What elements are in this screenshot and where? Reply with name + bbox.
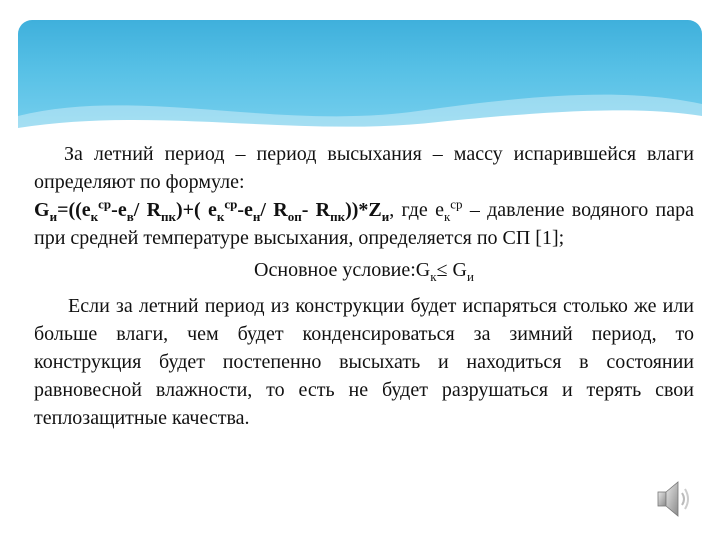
formula-where: , где e: [389, 199, 444, 221]
main-condition: Основное $условие:G_к\le G_и$: [254, 259, 474, 284]
header-banner: [18, 20, 702, 136]
paragraph-intro: [34, 140, 694, 196]
formula-paragraph: $G_и=((e_к^{ср}-e_в/$ $R_{пк})+$( $e_к^{ср}-e_н/$ $R_{оп}-$ $R_{пк}))*Z_и$, где $e_к^{ср}$ – давление водяного пара при средней температуре высыхания, определяется по СП [1];: [34, 196, 695, 249]
banner-wave: [18, 76, 702, 136]
intro-text: За летний период – период высыхания – массу испарившейся влаги определяют по формуле:: [34, 143, 694, 193]
formula-expression: $G_и=((e_к^{ср}-e_в/$ $R_{пк})+$( $e_к^{ср}-e_н/$ $R_{оп}-$ $R_{пк}))*Z_и$: [34, 196, 390, 224]
slide-content: [34, 140, 694, 432]
formula-description: – давление водяного пара при средней температуре высыхания, определяется по СП [1];: [34, 199, 695, 249]
speaker-icon[interactable]: [654, 478, 694, 520]
paragraph-conclusion: Если за летний период из конструкции будет испаряться столько же или больше влаги, чем будет конденсироваться за зимний период, то конструкция будет постепенно высыхать и находиться в состоянии равновесной влажности, то есть не будет разрушаться и терять свои теплозащитные качества.: [34, 295, 694, 429]
